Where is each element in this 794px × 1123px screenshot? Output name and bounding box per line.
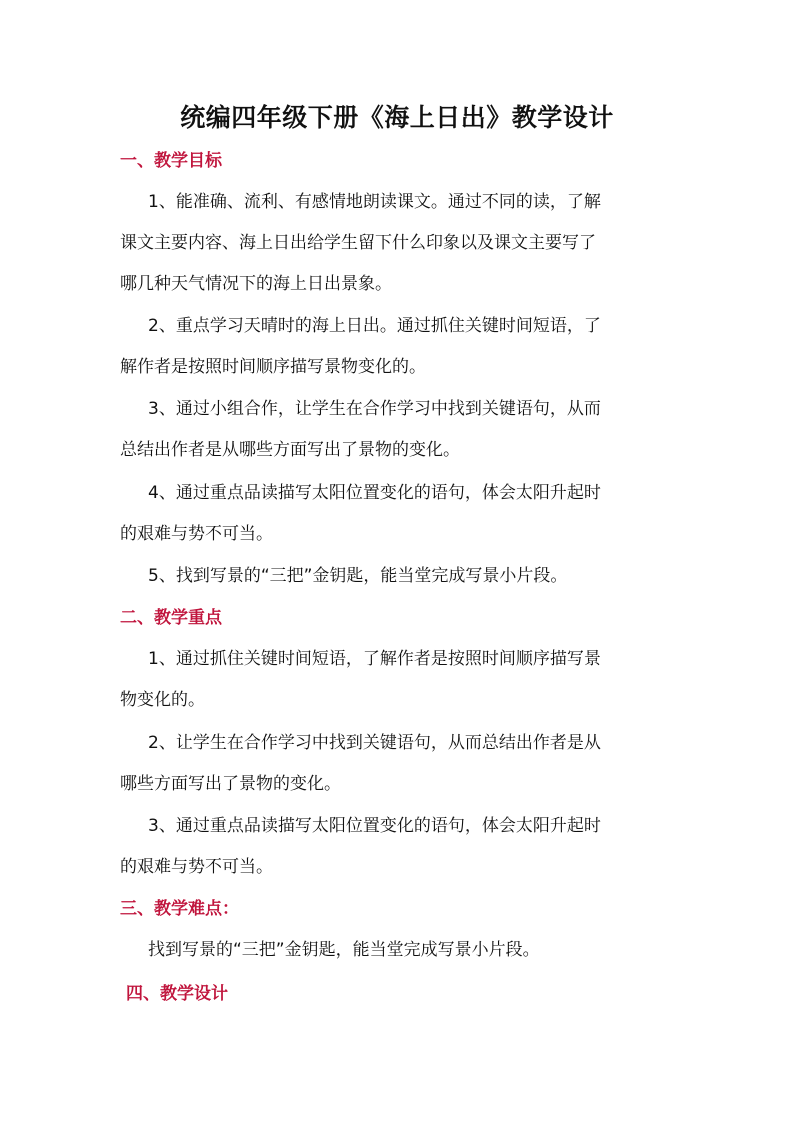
objective-line: 1、能准确、流利、有感情地朗读课文。通过不同的读，了解 bbox=[148, 192, 601, 212]
key-point-line: 物变化的。 bbox=[120, 690, 205, 710]
section-heading-key-points: 二、教学重点 bbox=[120, 608, 222, 628]
key-point-line: 3、通过重点品读描写太阳位置变化的语句，体会太阳升起时 bbox=[148, 816, 601, 836]
key-point-line: 1、通过抓住关键时间短语，了解作者是按照时间顺序描写景 bbox=[148, 649, 601, 669]
objective-line: 的艰难与势不可当。 bbox=[120, 524, 273, 544]
objective-line: 5、找到写景的“三把”金钥匙，能当堂完成写景小片段。 bbox=[148, 566, 568, 586]
section-heading-difficulties: 三、教学难点： bbox=[120, 899, 239, 919]
key-point-line: 的艰难与势不可当。 bbox=[120, 857, 273, 877]
difficulty-line: 找到写景的“三把”金钥匙，能当堂完成写景小片段。 bbox=[148, 940, 540, 960]
objective-line: 2、重点学习天晴时的海上日出。通过抓住关键时间短语，了 bbox=[148, 316, 601, 336]
key-point-line: 哪些方面写出了景物的变化。 bbox=[120, 774, 341, 794]
objective-line: 3、通过小组合作，让学生在合作学习中找到关键语句，从而 bbox=[148, 399, 601, 419]
objective-line: 总结出作者是从哪些方面写出了景物的变化。 bbox=[120, 440, 460, 460]
objective-line: 哪几种天气情况下的海上日出景象。 bbox=[120, 274, 392, 294]
objective-line: 解作者是按照时间顺序描写景物变化的。 bbox=[120, 357, 426, 377]
objective-line: 4、通过重点品读描写太阳位置变化的语句，体会太阳升起时 bbox=[148, 483, 601, 503]
section-heading-design: 四、教学设计 bbox=[126, 984, 228, 1004]
section-heading-objectives: 一、教学目标 bbox=[120, 151, 222, 171]
key-point-line: 2、让学生在合作学习中找到关键语句，从而总结出作者是从 bbox=[148, 733, 601, 753]
objective-line: 课文主要内容、海上日出给学生留下什么印象以及课文主要写了 bbox=[120, 233, 596, 253]
document-title: 统编四年级下册《海上日出》教学设计 bbox=[180, 103, 614, 132]
